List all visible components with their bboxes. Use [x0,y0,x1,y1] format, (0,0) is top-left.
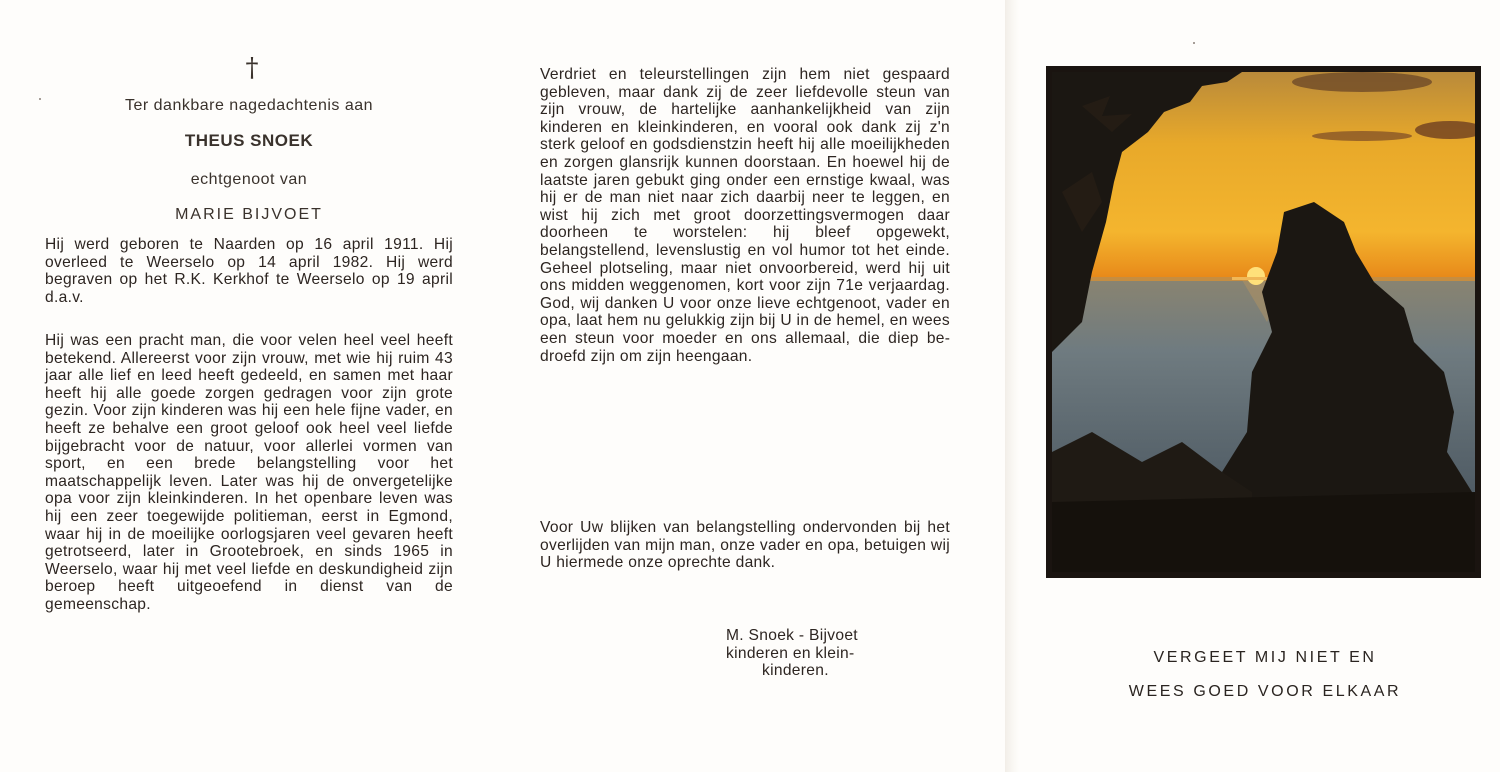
paper-speck [1193,42,1195,44]
tribute-paragraph: Verdriet en teleurstellingen zijn hem niet gespaard gebleven, maar dank zij de zeer liefdevolle steun van zijn vrouw, de hartelijke aanhankelijkheid van zijn kinderen en kleinkinderen, en vooral ook dank zij z'n sterk geloof en godsdienstzin heeft hij alle moeilijkheden en zorgen glansrijk kunnen doorstaan. En hoewel hij de laatste jaren gebukt ging onder een ernstige kwaal, was hij er de man niet naar zich daarbij neer te leggen, en wist hij zich met groot doorzettingsvermogen daar doorheen te worstelen: hij bleef opgewekt, belangstellend, levenslustig en vol humor tot het einde. Geheel plotseling, maar niet onvoorbereid, werd hij uit ons midden weggenomen, kort voor zijn 71e verjaardag. God, wij danken U voor onze lieve echtgenoot, vader en opa, laat hem nu gelukkig zijn bij U in de hemel, en wees een steun voor moeder en ons allemaal, die diep bedroefd zijn om zijn heengaan. [540,66,950,365]
motto-line: WEES GOED VOOR ELKAAR [1128,683,1402,700]
sunset-photo-image [1052,72,1475,572]
signature-line: kinderen en klein- [726,644,855,662]
cross-icon: † [245,53,259,83]
signature-line: M. Snoek - Bijvoet [726,627,858,644]
spouse-name: MARIE BIJVOET [175,206,323,223]
deceased-name: THEUS SNOEK [184,131,314,150]
birth-paragraph: Hij werd geboren te Naarden op 16 april 1911. Hij overleed te Weerselo op 14 april 1982. Hij werd begraven op het R.K. Kerkhof te Weerselo op 19 april d.a.v. [45,236,453,306]
card-fold [1005,0,1019,772]
signature-block [726,627,916,680]
life-paragraph: Hij was een pracht man, die voor velen heel veel heeft betekend. Allereerst voor zijn vrouw, met wie hij ruim 43 jaar alle lief en leed heeft gedeeld, en samen met haar heeft hij alle goede zorgen gedragen voor zijn grote gezin. Voor zijn kinderen was hij een hele fijne vader, en heeft ze behalve een groot geloof ook heel veel liefde bijgebracht voor de natuur, voor allerlei vormen van sport, en een brede belangstelling voor het maatschappelijk leven. Later was hij de onvergetelijke opa voor zijn kleinkinderen. In het openbare leven was hij een zeer toegewijde politieman, eerst in Egmond, waar hij in de moeilijke oorlogsjaren veel gevaren heeft getrotseerd, later in Grootebroek, en sinds 1965 in Weerselo, waar hij met veel liefde en deskundigheid zijn beroep heeft uitgeoefend in dienst van de gemeenschap. [45,332,453,613]
signature-line: kinderen. [762,662,829,680]
spouse-intro: echtgenoot van [190,171,308,188]
thanks-paragraph: Voor Uw blijken van belangstelling ondervonden bij het overlijden van mijn man, onze vader en opa, betuigen wij U hiermede onze oprechte dank. [540,519,950,572]
paper-speck [39,98,41,100]
photo-sun [1247,267,1265,285]
motto-line: VERGEET MIJ NIET EN [1153,649,1377,666]
dedication-intro: Ter dankbare nagedachtenis aan [124,97,374,114]
sunset-photo [1046,66,1481,578]
